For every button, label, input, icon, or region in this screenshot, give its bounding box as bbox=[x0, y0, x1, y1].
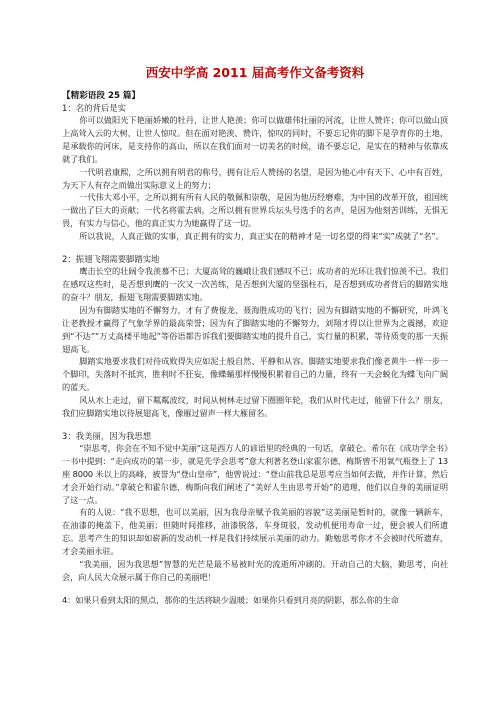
section-3-paragraph: 有的人说：“我不思想，也可以美丽，因为我母亲赋予我美丽的容貌”这美丽是暂时的，就像一辆新车，在油漆的掩盖下，他美丽；但随时间推移，油漆脱落，车身斑驳，发动机便用寿命一过，便会被人们所遗忘。思考产生的知识却如崭新的发动机一样是我们持续展示美丽的动力。勤勉思考你才不会被时代所遗弃，才会美丽永驻。 bbox=[62, 507, 448, 557]
section-3-paragraph: “崇思考，你会在不知不觉中美丽”这是西方人的谚语里的经典的一句话，拿破仑。希尔在《成功学全书》一书中提到：“走向成功的第一步，就是先学会思考”意大利著名登山家霍尔德，梅斯曾不用氧气瓶登上了 13 座 8000 米以上的高峰，被誉为“登山皇帝”，他曾说过：“登山前我总是思考应当如何去做，并作计算，然后才会开始行动。”拿破仑和霍尔德，梅斯向我们阐述了“美好人生由思考开始”的道理，他们以自身的美丽证明了这一点。 bbox=[62, 442, 448, 505]
document-title: 西安中学高 2011 届高考作文备考资料 bbox=[145, 65, 365, 80]
section-1 bbox=[62, 102, 448, 243]
section-1-paragraph: 一代伟大邓小平，之所以拥有所有人民的敬佩和崇敬，是因为他历经磨难，为中国的改革开放，祖国统一做出了巨大的贡献；一代名将霍去病，之所以拥有世界兵坛头号选手的名声，是因为他刻苦训练，无惧无畏，有实力与信心，他的真正实力为她赢得了这一切。 bbox=[62, 192, 448, 229]
section-2-heading: 2：振翅飞翔需要脚踏实地 bbox=[62, 254, 160, 265]
section-1-heading: 1：名的背后是实 bbox=[62, 103, 126, 113]
section-4-paragraph: 4：如果只看到太阳的黑点，那你的生活将缺少温暖；如果你只看到月亮的阴影，那么你的生命 bbox=[62, 594, 399, 605]
section-4 bbox=[62, 594, 448, 607]
section-heading-featured: 【精彩语段 25 篇】 bbox=[62, 91, 141, 101]
section-3-paragraph: “我美丽，因为我思想”智慧的光芒是最不易被时光的流逝所冲刷的。开动自己的大脑，勤思考，向社会，向人民大众展示属于你自己的美丽吧！ bbox=[62, 559, 448, 582]
section-2-paragraph: 脚踏实地要求我们对待成败得失应如泥土般自然、平静和从容。脚踏实地要求我们像老黄牛一样一步一个脚印，失落时不抵宾，胜利时不狂妄，像蝶蛹那样慢慢积累着自己的力量，终有一天会蜕化为蝶飞向广阔的蓝天。 bbox=[62, 356, 448, 393]
section-2-paragraph: 因为有脚踏实地的不懈努力，才有了费俊龙、聂海胜成功的飞行；因为有脚踏实地的不懈研究，叶鸿飞让老教授才赢得了气象学界的最高荣誉；因为有了脚踏实地的不懈努力，刘翔才得以让世界为之震撼，欢迎到“不达”“万丈高楼平地起”等俗语都告诉我们要脚踏实地的提升自己，实行量的积累，等待质变的那一天振翅高飞。 bbox=[62, 304, 448, 354]
section-1-paragraph: 所以我说，人真正做的实事，真正拥有的实力，真正实在的精神才是一切名望的得来“实”成就了“名”。 bbox=[79, 231, 444, 242]
section-2-paragraph: 风从水上走过，留下粼粼波纹，时间从树林走过留下圈圈年轮，我们从时代走过，能留下什么？朋友，我们应脚踏实地以待展翅高飞，像雁过留声一样大雁留名。 bbox=[62, 395, 448, 419]
section-2-paragraph: 鹰击长空的壮阔令我羡慕不已；大厦高耸的巍峨让我们感叹不已；成功者的光环让我们惊羡不已。我们在感叹这些时，是否想到鹰的一次又一次苦练，是否想到大厦的坚强柱石，是否想到成功者背后的脚踏实地的奋斗？朋友，振翅飞翔需要脚踏实地。 bbox=[62, 266, 448, 302]
section-2 bbox=[62, 253, 448, 420]
section-1-paragraph: 你可以做阳光下艳丽娇嫩的牡丹，让世人艳羡；你可以做雄伟壮丽的河流，让世人赞许；你可以做山顶上高耸入云的大树，让世人惊叹。但在面对艳羡、赞许，惊叹的同时，不要忘记你的脚下是孕育你的土地，是承载你的河床，是支持你的高山，所以在我们面对一切美名的时候，请不要忘记，是实在的精神与依靠成就了我们。 bbox=[62, 115, 448, 164]
section-1-paragraph: 一代明君康熙，之所以拥有明君的称号，拥有让后人赞扬的名望，是因为他心中有天下、心中有百姓，为天下人有存之而做出实际意义上的努力； bbox=[62, 166, 448, 190]
section-3 bbox=[62, 430, 448, 584]
section-3-heading: 3：我美丽，因为我思想 bbox=[62, 430, 152, 441]
